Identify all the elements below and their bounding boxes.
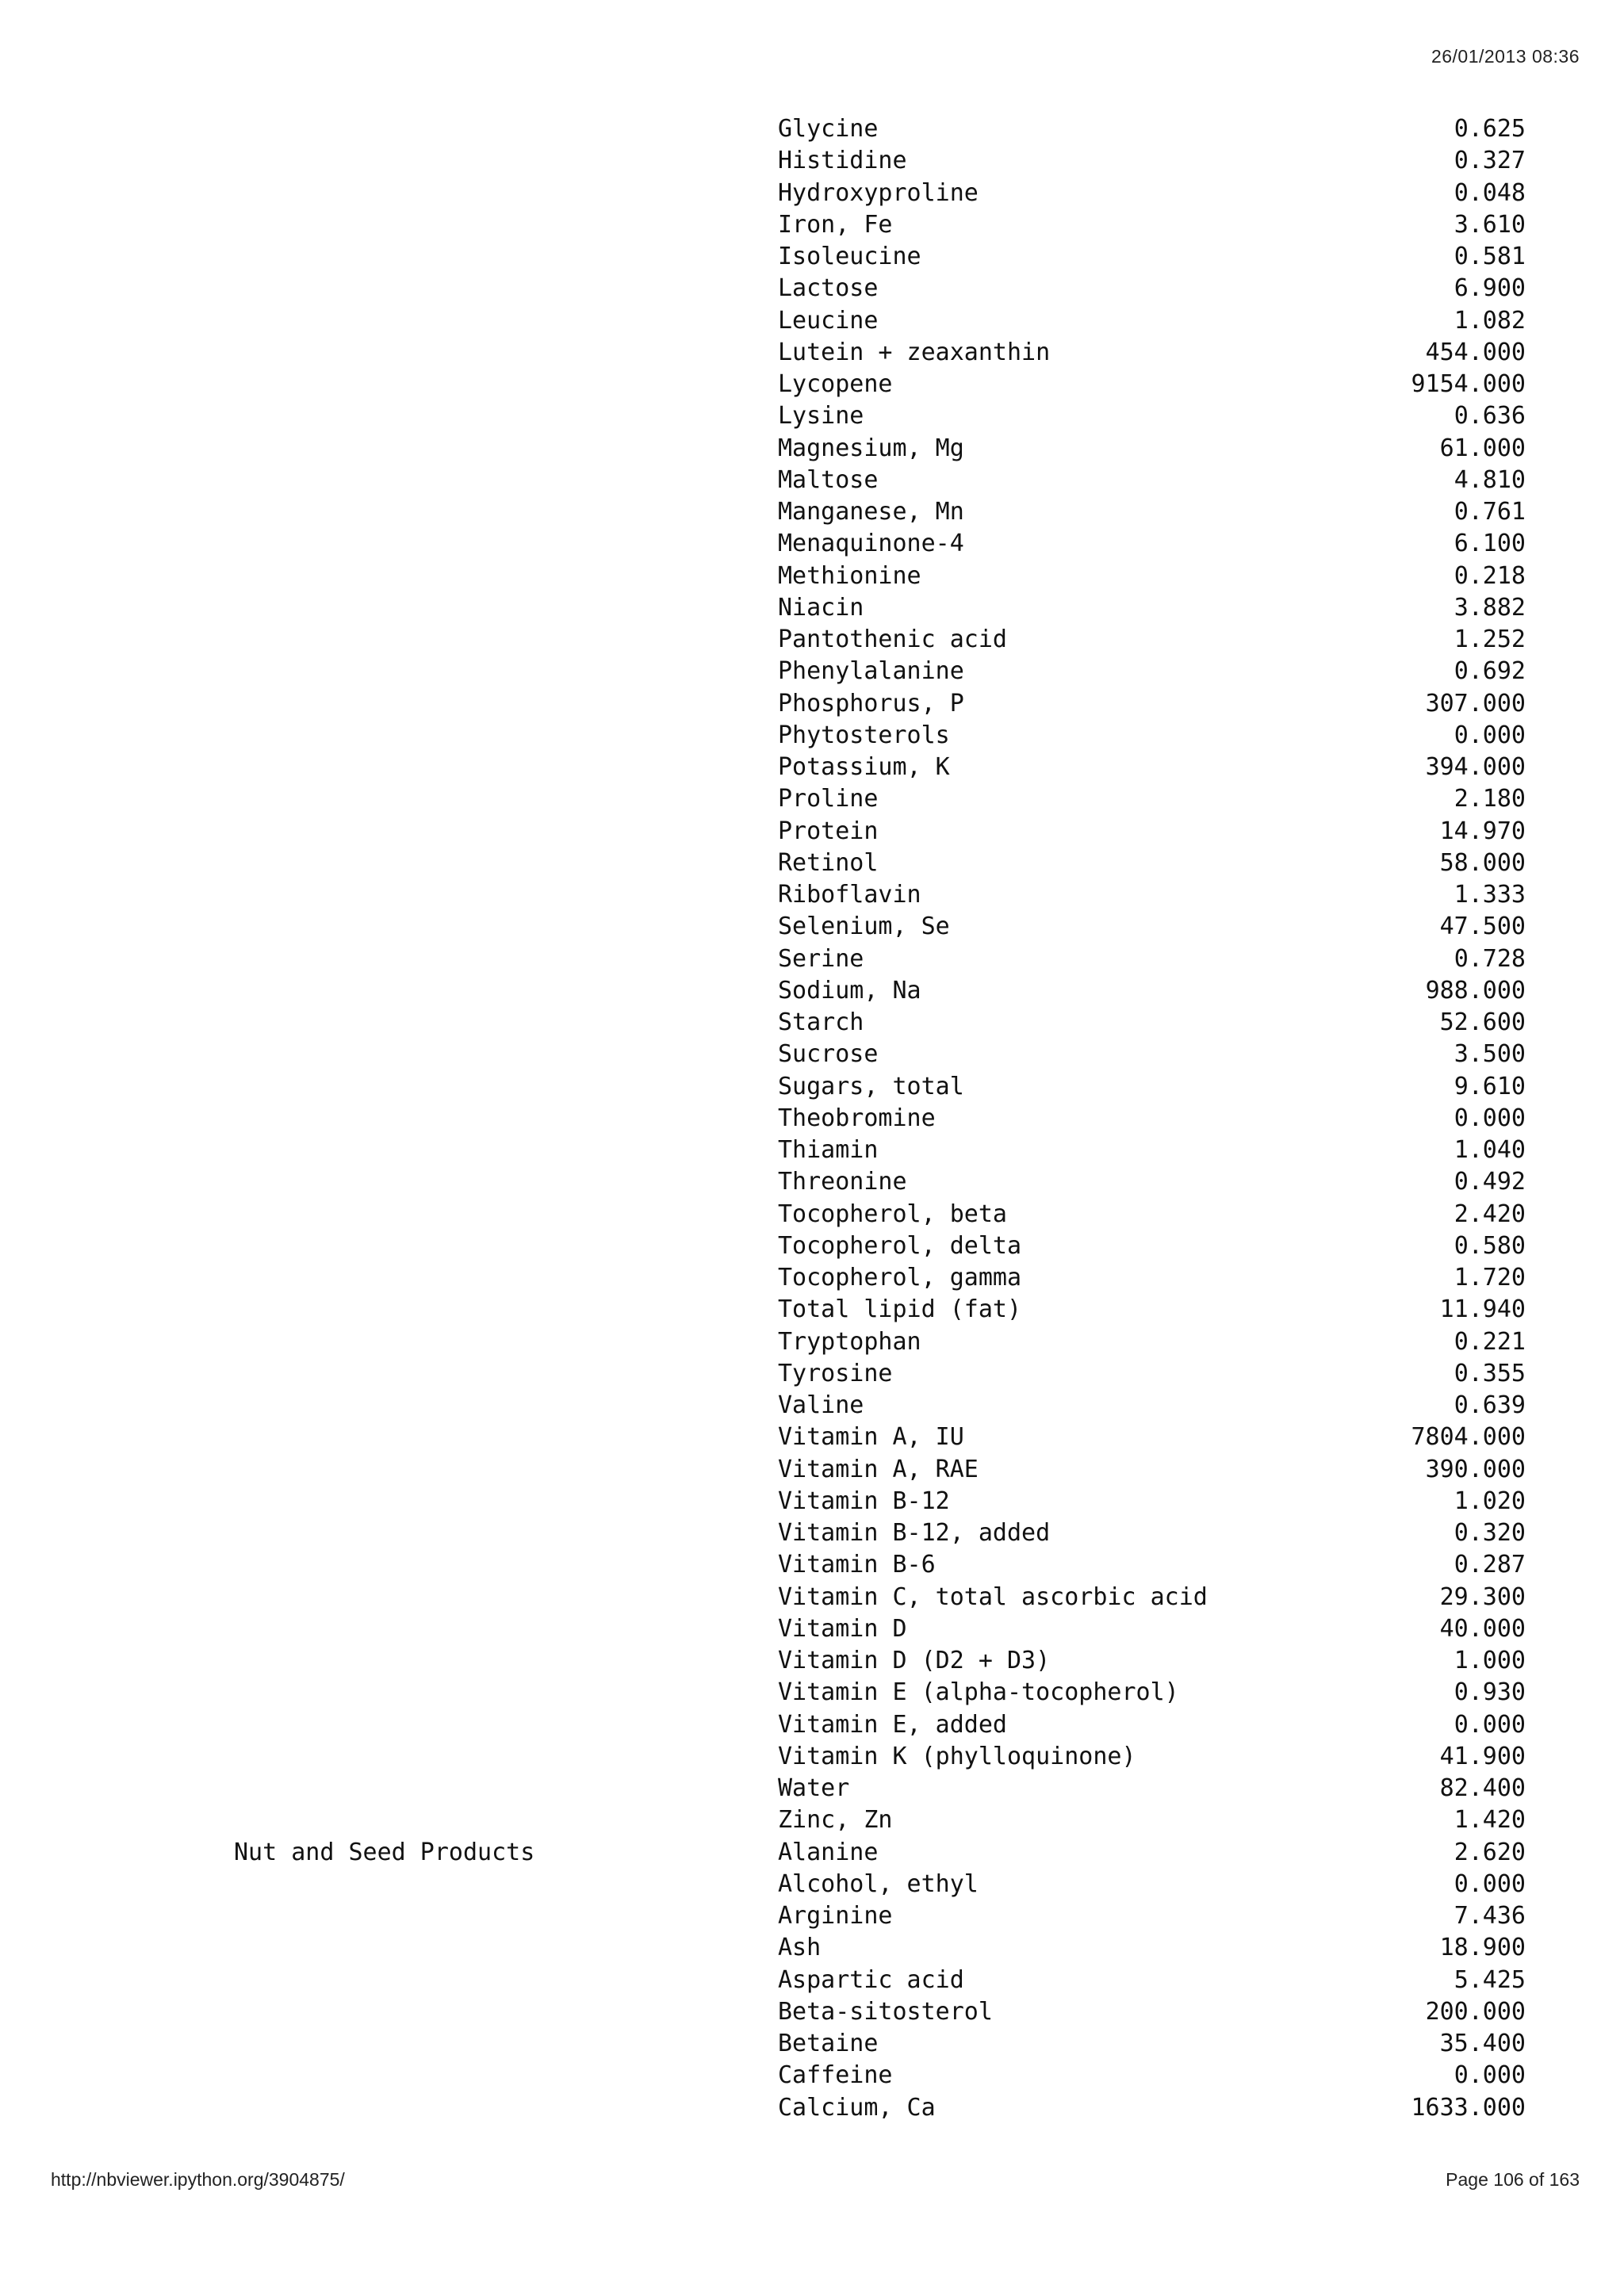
table-row [0, 2092, 1624, 2124]
page-url: http://nbviewer.ipython.org/3904875/ [51, 2169, 345, 2190]
table-row [0, 369, 1624, 400]
table-row [0, 1869, 1624, 1900]
nutrient-name-cell: Tryptophan [778, 1327, 921, 1356]
nutrient-name-cell: Vitamin B-12 [778, 1487, 950, 1515]
nutrient-value-cell: 7.436 [1454, 1902, 1526, 1930]
nutrient-value-cell: 0.327 [1454, 147, 1526, 175]
table-row [0, 145, 1624, 177]
nutrient-name-cell: Pantothenic acid [778, 626, 1007, 653]
nutrient-value-cell: 6.900 [1454, 274, 1526, 303]
nutrient-value-cell: 1.082 [1454, 306, 1526, 335]
table-row [0, 433, 1624, 465]
table-row [0, 496, 1624, 528]
nutrient-value-cell: 1.252 [1454, 626, 1526, 653]
nutrient-value-cell: 0.287 [1454, 1551, 1526, 1579]
nutrient-value-cell: 1.040 [1454, 1136, 1526, 1164]
table-row [0, 528, 1624, 560]
nutrient-name-cell: Starch [778, 1008, 864, 1036]
nutrient-value-cell: 394.000 [1425, 753, 1526, 781]
page-number: Page 106 of 163 [1446, 2169, 1580, 2190]
nutrient-value-cell: 0.048 [1454, 178, 1526, 207]
nutrient-name-cell: Aspartic acid [778, 1965, 964, 1994]
nutrient-name-cell: Vitamin A, IU [778, 1423, 964, 1452]
nutrient-name-cell: Maltose [778, 465, 879, 494]
nutrient-name-cell: Phosphorus, P [778, 689, 964, 718]
nutrient-name-cell: Hydroxyproline [778, 178, 979, 207]
nutrient-name-cell: Tocopherol, delta [778, 1231, 1022, 1260]
table-row [0, 1517, 1624, 1549]
table-row [0, 1837, 1624, 1869]
nutrient-name-cell: Vitamin D (D2 + D3) [778, 1647, 1051, 1674]
nutrient-name-cell: Protein [778, 817, 879, 845]
nutrient-name-cell: Vitamin K (phylloquinone) [778, 1742, 1136, 1770]
table-row [0, 1135, 1624, 1166]
nutrient-value-cell: 52.600 [1439, 1008, 1526, 1036]
nutrient-name-cell: Lactose [778, 274, 879, 303]
nutrient-name-cell: Tocopherol, gamma [778, 1264, 1022, 1292]
table-row [0, 688, 1624, 720]
nutrient-value-cell: 0.639 [1454, 1391, 1526, 1419]
nutrient-value-cell: 0.761 [1454, 498, 1526, 526]
nutrient-table [0, 113, 1624, 2124]
table-row [0, 1007, 1624, 1039]
nutrient-name-cell: Lysine [778, 402, 864, 430]
nutrient-name-cell: Tyrosine [778, 1359, 893, 1387]
table-row [0, 273, 1624, 304]
nutrient-value-cell: 58.000 [1439, 848, 1526, 877]
nutrient-name-cell: Manganese, Mn [778, 498, 964, 526]
table-row [0, 752, 1624, 783]
nutrient-name-cell: Zinc, Zn [778, 1806, 893, 1835]
nutrient-name-cell: Histidine [778, 147, 907, 175]
table-row [0, 1166, 1624, 1198]
nutrient-value-cell: 11.940 [1439, 1295, 1526, 1324]
nutrient-value-cell: 2.420 [1454, 1200, 1526, 1228]
nutrient-value-cell: 5.425 [1454, 1965, 1526, 1994]
table-row [0, 943, 1624, 975]
nutrient-value-cell: 1.020 [1454, 1487, 1526, 1515]
nutrient-name-cell: Arginine [778, 1902, 893, 1930]
nutrient-value-cell: 0.000 [1454, 721, 1526, 749]
table-row [0, 241, 1624, 273]
nutrient-name-cell: Isoleucine [778, 243, 921, 270]
nutrient-value-cell: 1633.000 [1411, 2093, 1526, 2122]
nutrient-name-cell: Retinol [778, 848, 879, 877]
nutrient-name-cell: Vitamin A, RAE [778, 1455, 979, 1483]
table-row [0, 816, 1624, 848]
table-row [0, 1358, 1624, 1390]
table-row [0, 1326, 1624, 1358]
nutrient-value-cell: 1.720 [1454, 1264, 1526, 1292]
nutrient-name-cell: Alcohol, ethyl [778, 1869, 979, 1898]
table-row [0, 879, 1624, 911]
table-row [0, 209, 1624, 241]
table-row [0, 1900, 1624, 1932]
nutrient-value-cell: 1.333 [1454, 881, 1526, 909]
nutrient-name-cell: Potassium, K [778, 753, 950, 781]
nutrient-name-cell: Water [778, 1774, 850, 1802]
nutrient-name-cell: Iron, Fe [778, 210, 893, 239]
table-row [0, 1454, 1624, 1486]
nutrient-value-cell: 3.610 [1454, 210, 1526, 239]
nutrient-name-cell: Beta-sitosterol [778, 1997, 993, 2026]
nutrient-value-cell: 35.400 [1439, 2030, 1526, 2057]
nutrient-value-cell: 47.500 [1439, 913, 1526, 941]
nutrient-name-cell: Thiamin [778, 1136, 879, 1164]
nutrient-name-cell: Vitamin C, total ascorbic acid [778, 1582, 1208, 1611]
nutrient-value-cell: 7804.000 [1411, 1423, 1526, 1452]
table-row [0, 1677, 1624, 1709]
nutrient-name-cell: Phenylalanine [778, 657, 964, 686]
table-row [0, 178, 1624, 209]
table-row [0, 1199, 1624, 1230]
table-row [0, 400, 1624, 432]
print-timestamp: 26/01/2013 08:36 [1431, 46, 1580, 67]
nutrient-name-cell: Caffeine [778, 2061, 893, 2090]
table-row [0, 848, 1624, 879]
nutrient-name-cell: Theobromine [778, 1104, 936, 1132]
nutrient-value-cell: 61.000 [1439, 434, 1526, 462]
nutrient-name-cell: Magnesium, Mg [778, 434, 964, 462]
nutrient-value-cell: 2.180 [1454, 785, 1526, 813]
nutrient-name-cell: Calcium, Ca [778, 2093, 936, 2122]
nutrient-name-cell: Lutein + zeaxanthin [778, 338, 1051, 366]
nutrient-value-cell: 988.000 [1425, 976, 1526, 1004]
nutrient-value-cell: 0.930 [1454, 1678, 1526, 1707]
table-row [0, 1965, 1624, 1996]
table-row [0, 1804, 1624, 1836]
nutrient-value-cell: 200.000 [1425, 1997, 1526, 2026]
nutrient-value-cell: 29.300 [1439, 1582, 1526, 1611]
nutrient-name-cell: Serine [778, 944, 864, 973]
table-row [0, 1773, 1624, 1804]
nutrient-name-cell: Leucine [778, 306, 879, 335]
table-row [0, 305, 1624, 337]
nutrient-value-cell: 2.620 [1454, 1838, 1526, 1866]
nutrient-name-cell: Selenium, Se [778, 913, 950, 941]
nutrient-name-cell: Phytosterols [778, 721, 950, 749]
table-row [0, 720, 1624, 752]
table-row [0, 2060, 1624, 2091]
table-row [0, 1932, 1624, 1964]
nutrient-value-cell: 0.728 [1454, 944, 1526, 973]
nutrient-name-cell: Alanine [778, 1838, 879, 1866]
nutrient-value-cell: 1.000 [1454, 1647, 1526, 1674]
nutrient-value-cell: 1.420 [1454, 1806, 1526, 1835]
nutrient-value-cell: 0.692 [1454, 657, 1526, 686]
nutrient-value-cell: 0.636 [1454, 402, 1526, 430]
table-row [0, 561, 1624, 592]
table-row [0, 1071, 1624, 1103]
nutrient-value-cell: 0.218 [1454, 561, 1526, 590]
nutrient-value-cell: 3.882 [1454, 593, 1526, 622]
nutrient-name-cell: Vitamin E (alpha-tocopherol) [778, 1678, 1179, 1707]
nutrient-name-cell: Betaine [778, 2030, 879, 2057]
nutrient-name-cell: Tocopherol, beta [778, 1200, 1007, 1228]
nutrient-value-cell: 307.000 [1425, 689, 1526, 718]
nutrient-name-cell: Sugars, total [778, 1072, 964, 1100]
table-row [0, 337, 1624, 369]
nutrient-name-cell: Threonine [778, 1168, 907, 1196]
nutrient-name-cell: Glycine [778, 115, 879, 143]
nutrient-name-cell: Sodium, Na [778, 976, 921, 1004]
nutrient-name-cell: Ash [778, 1934, 822, 1962]
nutrient-name-cell: Sucrose [778, 1040, 879, 1069]
table-row [0, 1613, 1624, 1645]
table-row [0, 1996, 1624, 2028]
nutrient-name-cell: Riboflavin [778, 881, 921, 909]
table-row [0, 656, 1624, 687]
table-row [0, 975, 1624, 1007]
nutrient-name-cell: Methionine [778, 561, 921, 590]
nutrient-value-cell: 0.320 [1454, 1519, 1526, 1547]
nutrient-value-cell: 9154.000 [1411, 370, 1526, 398]
nutrient-value-cell: 6.100 [1454, 530, 1526, 558]
nutrient-value-cell: 0.000 [1454, 1104, 1526, 1132]
table-row [0, 465, 1624, 496]
nutrient-value-cell: 0.580 [1454, 1231, 1526, 1260]
nutrient-name-cell: Vitamin B-6 [778, 1551, 936, 1579]
table-row [0, 1486, 1624, 1517]
table-row [0, 592, 1624, 624]
nutrient-value-cell: 18.900 [1439, 1934, 1526, 1962]
nutrient-value-cell: 0.581 [1454, 243, 1526, 270]
nutrient-value-cell: 82.400 [1439, 1774, 1526, 1802]
nutrient-value-cell: 0.000 [1454, 2061, 1526, 2090]
nutrient-value-cell: 0.625 [1454, 115, 1526, 143]
table-row [0, 911, 1624, 943]
table-row [0, 1103, 1624, 1135]
table-row [0, 1230, 1624, 1262]
nutrient-value-cell: 14.970 [1439, 817, 1526, 845]
nutrient-value-cell: 0.492 [1454, 1168, 1526, 1196]
nutrient-value-cell: 9.610 [1454, 1072, 1526, 1100]
nutrient-name-cell: Proline [778, 785, 879, 813]
table-row [0, 113, 1624, 145]
nutrient-name-cell: Valine [778, 1391, 864, 1419]
nutrient-value-cell: 41.900 [1439, 1742, 1526, 1770]
table-row [0, 1582, 1624, 1613]
table-row [0, 1039, 1624, 1070]
food-group-cell: Nut and Seed Products [234, 1838, 535, 1866]
nutrient-value-cell: 3.500 [1454, 1040, 1526, 1069]
nutrient-name-cell: Vitamin D [778, 1614, 907, 1643]
table-row [0, 1741, 1624, 1773]
table-row [0, 1645, 1624, 1677]
nutrient-name-cell: Menaquinone-4 [778, 530, 964, 558]
nutrient-value-cell: 0.221 [1454, 1327, 1526, 1356]
nutrient-value-cell: 0.000 [1454, 1710, 1526, 1739]
nutrient-name-cell: Vitamin B-12, added [778, 1519, 1051, 1547]
nutrient-value-cell: 0.355 [1454, 1359, 1526, 1387]
nutrient-name-cell: Lycopene [778, 370, 893, 398]
nutrient-value-cell: 40.000 [1439, 1614, 1526, 1643]
nutrient-value-cell: 0.000 [1454, 1869, 1526, 1898]
table-row [0, 2028, 1624, 2060]
table-row [0, 1709, 1624, 1741]
nutrient-value-cell: 4.810 [1454, 465, 1526, 494]
nutrient-value-cell: 390.000 [1425, 1455, 1526, 1483]
table-row [0, 1549, 1624, 1581]
table-row [0, 624, 1624, 656]
nutrient-name-cell: Total lipid (fat) [778, 1295, 1022, 1324]
nutrient-value-cell: 454.000 [1425, 338, 1526, 366]
table-row [0, 1294, 1624, 1326]
table-row [0, 783, 1624, 815]
table-row [0, 1422, 1624, 1453]
nutrient-name-cell: Vitamin E, added [778, 1710, 1007, 1739]
nutrient-name-cell: Niacin [778, 593, 864, 622]
table-row [0, 1390, 1624, 1422]
table-row [0, 1262, 1624, 1294]
